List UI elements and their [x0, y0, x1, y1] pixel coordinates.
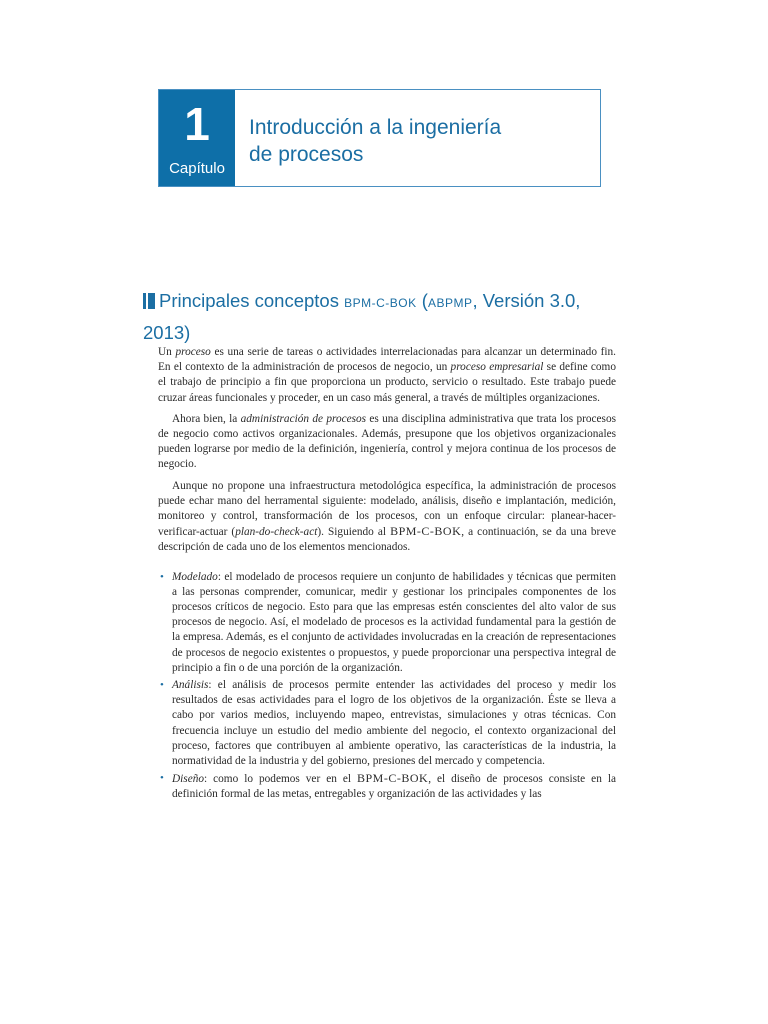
term-proceso: proceso	[175, 346, 211, 358]
chapter-tab	[159, 90, 235, 186]
chapter-title-line2: de procesos	[249, 143, 364, 166]
text-run: Ahora bien, la	[172, 412, 241, 425]
body-text	[158, 345, 616, 805]
list-item-diseno	[158, 771, 616, 802]
chapter-label: Capítulo	[169, 160, 225, 177]
bullet-text: : el análisis de procesos permite entender las actividades del proceso y medir los resultados de esas actividades para el logro de los objetivos de la organización. Éste se lleva a cabo por varios medios, incluyendo mapeo, entrevistas, simulaciones y otras técnicas. Con frecuencia incluye un estudio del medio ambiente del negocio, el contexto organizacional del proceso, factores que contribuyen al ambiente operativo, las características de la industria, la normatividad de la industria y del gobierno, presiones del mercado y competencia.	[172, 679, 616, 768]
chapter-title	[249, 114, 589, 168]
section-title-acronym2: ABPMP	[427, 296, 473, 310]
section-title-acronym1: BPM-C-BOK	[344, 296, 417, 310]
section-title-part3: , Versión 3.0, 2013)	[143, 290, 581, 343]
text-run: ). Siguiendo al	[317, 526, 391, 539]
paragraph-proceso	[158, 345, 616, 406]
paragraph-infraestructura	[158, 479, 616, 556]
bullet-dot-icon: •	[160, 679, 164, 692]
section-marker-icon	[143, 288, 155, 317]
bullet-text: : como lo podemos ver en el	[204, 773, 357, 786]
bullet-list	[158, 570, 616, 803]
bullet-text: : el modelado de procesos requiere un conjunto de habilidades y técnicas que permiten a las personas comprender, comunicar, medir y gestionar los principales componentes de los procesos críticos de negocio. Esto para que las empresas estén conscientes del alto valor de sus procesos de negocio. Así, el modelado de procesos es la actividad fundamental para la gestión de la empresa. Además, es el conjunto de actividades involucradas en la creación de representaciones de procesos de negocio existentes o propuestos, y puede proporcionar una perspectiva integral de principio a fin o de una porción de la organización.	[172, 570, 616, 674]
section-title-part2: (	[416, 290, 428, 311]
text-run: es una disciplina administrativa que trata los procesos de negocio como activos organizacionales. Además, presupone que los objetivos organizacionales pueden lograrse por medio de la definición, ingeniería, control y mejora continua de los procesos de negocio.	[158, 412, 616, 471]
acronym-bpm-c-bok: BPM-C-BOK	[357, 771, 429, 786]
section-heading	[143, 286, 613, 347]
term-pdca: plan-do-check-act	[235, 526, 318, 539]
bullet-term: Modelado	[172, 570, 218, 583]
text-run: es una serie de tareas o actividades interrelacionadas para alcanzar un determinado fin. En el contexto de la administración de procesos de negocio, un	[158, 346, 616, 374]
term-administracion-procesos: administración de procesos	[240, 412, 367, 425]
term-proceso-empresarial: proceso empresarial	[450, 361, 544, 374]
chapter-number: 1	[184, 98, 210, 150]
bullet-text: , el diseño de procesos consiste en la definición formal de las metas, entregables y organización de las actividades y las	[172, 773, 616, 801]
list-item-analisis	[158, 678, 616, 769]
section-title-part1: Principales conceptos	[159, 290, 345, 311]
text-run: se define como el trabajo de principio a fin que proporciona un producto, servicio o resultado. Este trabajo puede cruzar áreas funcionales y proceder, en un caso más general, a través de múltiples organizaciones.	[158, 361, 616, 404]
bullet-dot-icon: •	[160, 570, 164, 583]
text-run: , a continuación, se da una breve descripción de cada uno de los elementos mencionados.	[158, 526, 616, 554]
chapter-title-line1: Introducción a la ingeniería	[249, 116, 502, 139]
text-run: Aunque no propone una infraestructura metodológica específica, la administración de procesos puede echar mano del herramental siguiente: modelado, análisis, diseño e implantación, medición, monitoreo y control, transformación de los procesos, con un enfoque circular: planear-hacer-verificar-actuar (	[158, 479, 616, 539]
text-run: Un	[158, 346, 176, 358]
bullet-term: Diseño	[172, 773, 205, 786]
paragraph-administracion	[158, 412, 616, 473]
bullet-term: Análisis	[172, 679, 209, 692]
bullet-dot-icon: •	[160, 772, 164, 785]
acronym-bpm-c-bok: BPM-C-BOK	[390, 524, 462, 539]
list-item-modelado	[158, 570, 616, 676]
chapter-header	[158, 89, 601, 187]
